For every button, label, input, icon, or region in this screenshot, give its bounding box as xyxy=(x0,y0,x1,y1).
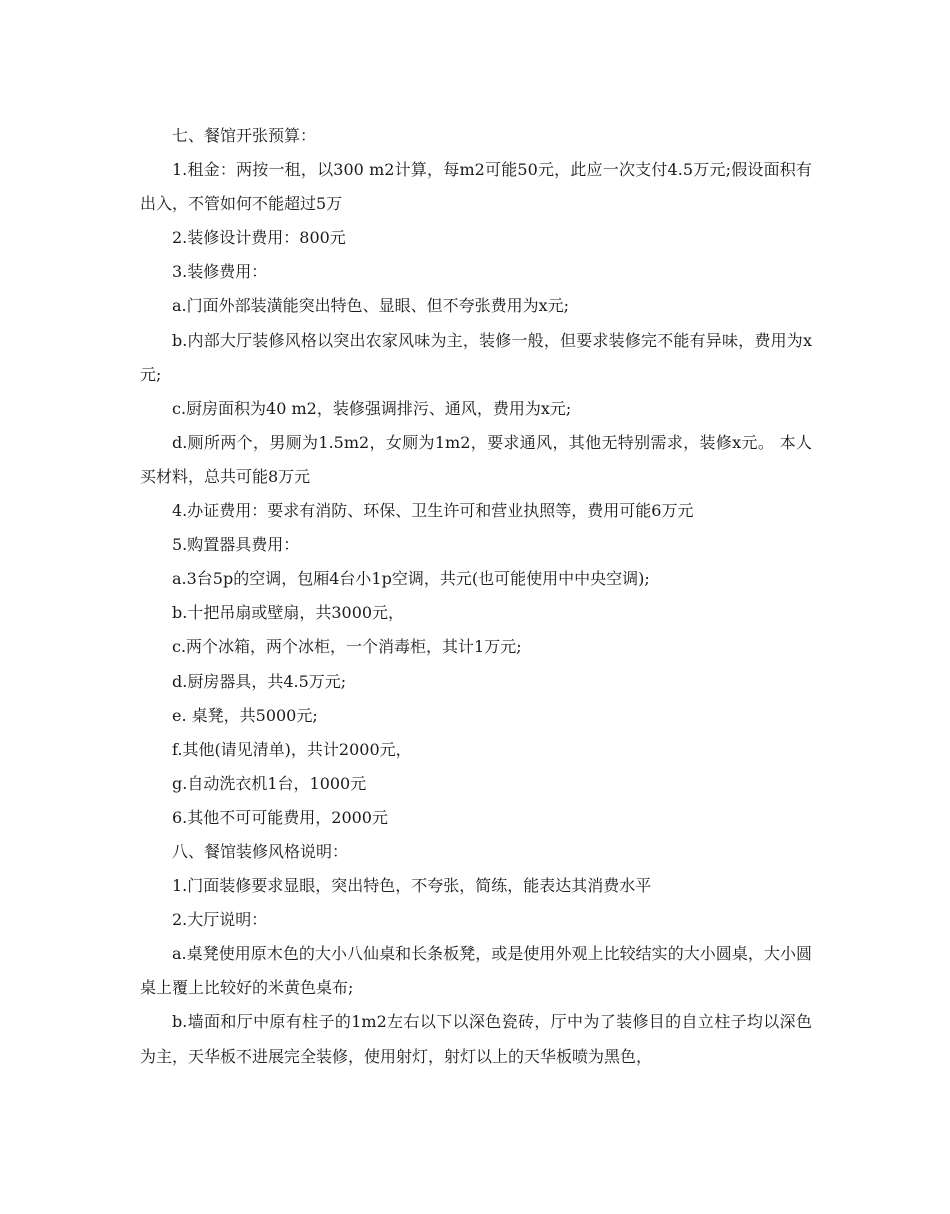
paragraph-storefront: 1.门面装修要求显眼，突出特色，不夸张，简练，能表达其消费水平 xyxy=(172,876,652,896)
paragraph-hall: 2.大厅说明： xyxy=(172,910,268,930)
section-heading-7: 七、餐馆开张预算： xyxy=(172,126,317,145)
paragraph-item-a: a.门面外部装潢能突出特色、显眼、但不夸张费用为x元; xyxy=(172,296,570,316)
paragraph-equipment-g: g.自动洗衣机1台，1000元 xyxy=(172,773,367,793)
paragraph-equipment-f: f.其他(请见清单)，共计2000元， xyxy=(172,739,412,759)
paragraph-license-fee: 4.办证费用：要求有消防、环保、卫生许可和营业执照等，费用可能6万元 xyxy=(172,501,694,521)
paragraph-rent: 1.租金：两按一租，以300 m2计算，每m2可能50元，此应一次支付4.5万元;假设面积有出入，不管如何不能超过5万 xyxy=(140,160,812,214)
paragraph-equipment-e: e. 桌凳，共5000元; xyxy=(172,705,318,725)
paragraph-item-b: b.内部大厅装修风格以突出农家风味为主，装修一般，但要求装修完不能有异味，费用为x元; xyxy=(140,330,812,384)
paragraph-hall-a: a.桌凳使用原木色的大小八仙桌和长条板凳，或是使用外观上比较结实的大小圆桌，大小圆桌上覆上比较好的米黄色桌布; xyxy=(140,944,812,998)
paragraph-hall-b: b.墙面和厅中原有柱子的1m2左右以下以深色瓷砖，厅中为了装修目的自立柱子均以深色为主，天华板不进展完全装修，使用射灯，射灯以上的天华板喷为黑色， xyxy=(140,1012,812,1066)
document-body xyxy=(140,119,812,1074)
paragraph-item-c: c.厨房面积为40 m2，装修强调排污、通风，费用为x元; xyxy=(172,398,572,418)
paragraph-equipment-a: a.3台5p的空调，包厢4台小1p空调，共元(也可能使用中中央空调); xyxy=(172,569,650,589)
paragraph-design-fee: 2.装修设计费用：800元 xyxy=(172,228,346,248)
paragraph-equipment-b: b.十把吊扇或壁扇，共3000元， xyxy=(172,603,405,623)
section-heading-8: 八、餐馆装修风格说明： xyxy=(172,841,349,861)
paragraph-equipment-fee: 5.购置器具费用： xyxy=(172,535,300,555)
paragraph-equipment-d: d.厨房器具，共4.5万元; xyxy=(172,671,347,691)
paragraph-equipment-c: c.两个冰箱，两个冰柜，一个消毒柜，其计1万元; xyxy=(172,637,522,657)
paragraph-item-d: d.厕所两个，男厕为1.5m2，女厕为1m2，要求通风，其他无特别需求，装修x元。 本人买材料，总共可能8万元 xyxy=(140,432,812,486)
paragraph-other-fee: 6.其他不可可能费用，2000元 xyxy=(172,807,388,827)
paragraph-decoration-fee: 3.装修费用： xyxy=(172,262,268,282)
